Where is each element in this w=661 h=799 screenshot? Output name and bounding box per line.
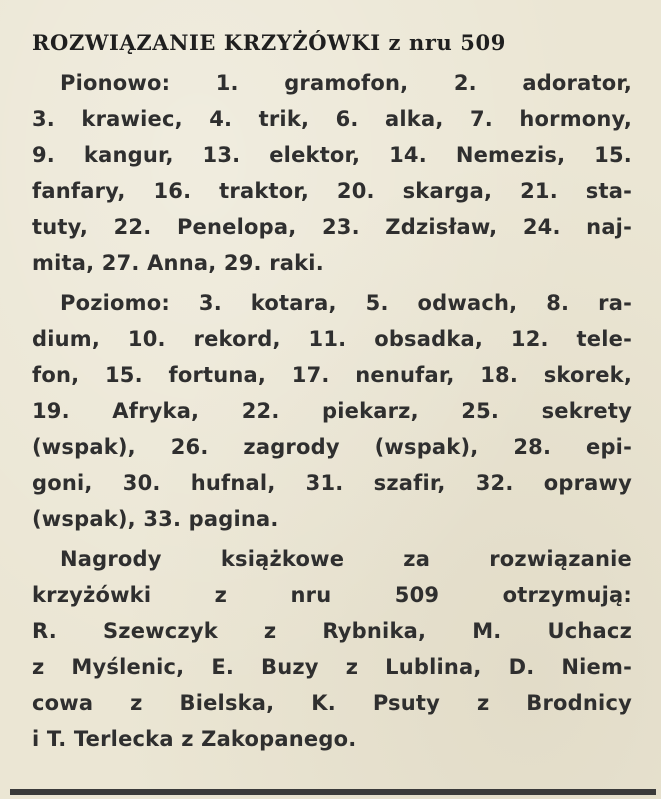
text-line: 3. krawiec, 4. trik, 6. alka, 7. hormony,	[32, 107, 632, 131]
text-line: (wspak), 26. zagrody (wspak), 28. epi-	[32, 435, 632, 459]
text-line: goni, 30. hufnal, 31. szafir, 32. oprawy	[32, 471, 632, 495]
text-line: fanfary, 16. traktor, 20. skarga, 21. sta-	[32, 179, 632, 203]
paragraph-horizontal-answers	[32, 285, 632, 537]
text-line: fon, 15. fortuna, 17. nenufar, 18. skorek,	[32, 363, 632, 387]
crossword-solution-article	[32, 30, 632, 761]
text-line: i T. Terlecka z Zakopanego.	[32, 727, 357, 751]
text-line: tuty, 22. Penelopa, 23. Zdzisław, 24. naj-	[32, 215, 632, 239]
text-line: Poziomo: 3. kotara, 5. odwach, 8. ra-	[60, 291, 632, 315]
text-line: Nagrody książkowe za rozwiązanie	[60, 547, 632, 571]
text-line: dium, 10. rekord, 11. obsadka, 12. tele-	[32, 327, 632, 351]
text-line: z Myślenic, E. Buzy z Lublina, D. Niem-	[32, 655, 632, 679]
text-line: mita, 27. Anna, 29. raki.	[32, 251, 324, 275]
text-line: cowa z Bielska, K. Psuty z Brodnicy	[32, 691, 632, 715]
text-line: 19. Afryka, 22. piekarz, 25. sekrety	[32, 399, 632, 423]
text-line: R. Szewczyk z Rybnika, M. Uchacz	[32, 619, 632, 643]
text-line: (wspak), 33. pagina.	[32, 507, 279, 531]
column-divider-rule	[10, 789, 656, 795]
text-line: krzyżówki z nru 509 otrzymują:	[32, 583, 632, 607]
article-headline: ROZWIĄZANIE KRZYŻÓWKI z nru 509	[32, 30, 506, 55]
text-line: Pionowo: 1. gramofon, 2. adorator,	[60, 71, 632, 95]
text-line: 9. kangur, 13. elektor, 14. Nemezis, 15.	[32, 143, 632, 167]
paragraph-vertical-answers	[32, 65, 632, 281]
paragraph-prize-winners	[32, 541, 632, 757]
